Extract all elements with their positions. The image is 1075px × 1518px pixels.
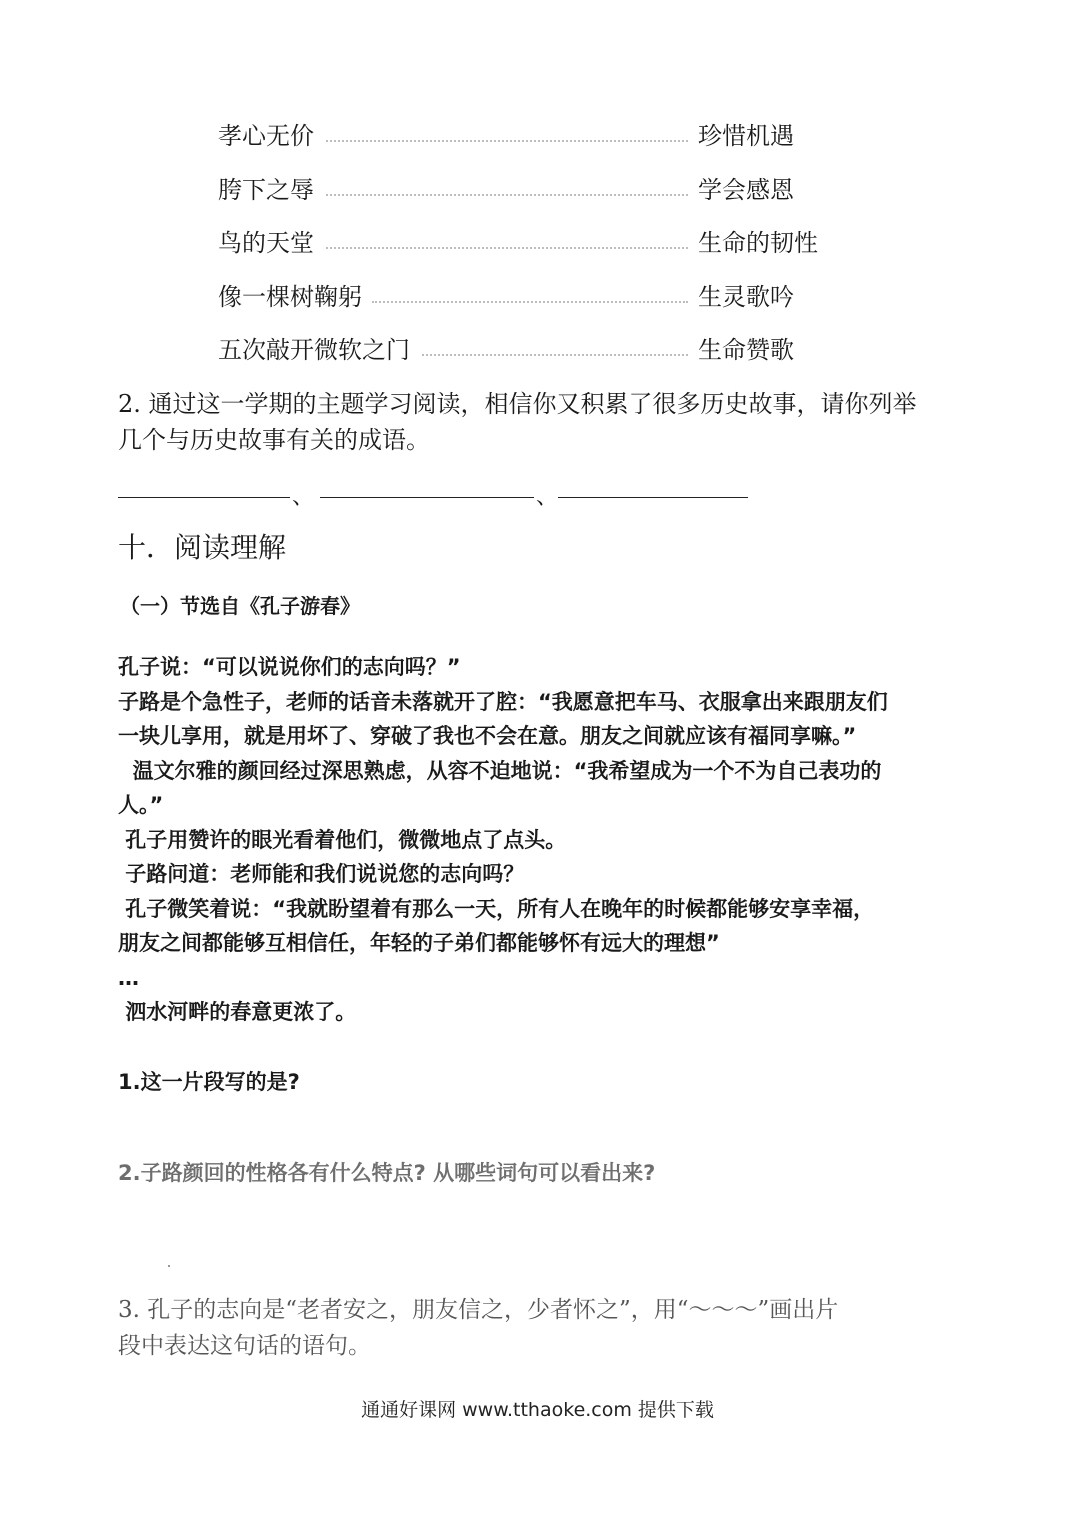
passage-line: …	[118, 965, 139, 990]
question-2-line: 几个与历史故事有关的成语。	[118, 426, 430, 454]
passage-line: 孔子说：“可以说说你们的志向吗？”	[118, 655, 461, 679]
question-2-line: 2. 通过这一学期的主题学习阅读，相信你又积累了很多历史故事，请你列举	[118, 390, 917, 418]
matching-right-item: 珍惜机遇	[698, 122, 794, 150]
answer-blank-2[interactable]	[320, 497, 534, 498]
matching-left-item: 胯下之辱	[218, 175, 314, 204]
dotted-leader	[326, 247, 688, 249]
matching-right-item: 生命的韧性	[698, 229, 818, 257]
matching-row	[218, 166, 838, 220]
passage-line: 泗水河畔的春意更浓了。	[118, 1000, 357, 1024]
reading-question-3	[118, 1292, 968, 1364]
passage-subtitle: （一）节选自《孔子游春》	[120, 594, 360, 618]
blank-separator: 、	[536, 485, 559, 510]
dotted-leader	[372, 301, 688, 303]
matching-list	[218, 112, 838, 380]
matching-right-item: 学会感恩	[698, 175, 794, 204]
matching-right-item: 生灵歌吟	[698, 282, 794, 311]
reading-question-1: 1.这一片段写的是?	[118, 1070, 300, 1094]
reading-passage	[118, 650, 968, 1030]
stray-mark	[168, 1265, 170, 1267]
matching-left-item: 孝心无价	[218, 122, 314, 150]
dotted-leader	[422, 354, 688, 356]
blank-separator: 、	[292, 485, 315, 510]
section-title: 十．阅读理解	[118, 531, 287, 564]
dotted-leader	[326, 194, 688, 196]
answer-blank-3[interactable]	[558, 497, 748, 498]
passage-line: 子路问道：老师能和我们说说您的志向吗？	[118, 862, 525, 886]
matching-right-item: 生命赞歌	[698, 336, 794, 364]
matching-left-item: 鸟的天堂	[218, 229, 314, 257]
question-2	[118, 386, 958, 458]
dotted-leader	[326, 140, 688, 142]
passage-line: 人。”	[118, 793, 164, 817]
matching-row	[218, 273, 838, 327]
passage-line: 一块儿享用，就是用坏了、穿破了我也不会在意。朋友之间就应该有福同享嘛。”	[118, 724, 857, 748]
question-3-line: 段中表达这句话的语句。	[118, 1333, 371, 1359]
passage-line: 温文尔雅的颜回经过深思熟虑，从容不迫地说：“我希望成为一个不为自己表功的	[118, 758, 882, 783]
matching-row	[218, 219, 838, 273]
matching-row	[218, 326, 838, 380]
matching-left-item: 像一棵树鞠躬	[218, 282, 362, 311]
passage-line: 孔子用赞许的眼光看着他们，微微地点了点头。	[118, 827, 567, 852]
answer-blank-1[interactable]	[118, 497, 290, 498]
page-footer: 通通好课网 www.tthaoke.com 提供下载	[361, 1399, 714, 1421]
matching-row	[218, 112, 838, 166]
question-3-line: 3. 孔子的志向是“老者安之，朋友信之，少者怀之”，用“～～～”画出片	[118, 1297, 839, 1323]
passage-line: 子路是个急性子，老师的话音未落就开了腔：“我愿意把车马、衣服拿出来跟朋友们	[118, 689, 888, 714]
reading-question-2: 2.子路颜回的性格各有什么特点? 从哪些词句可以看出来?	[118, 1161, 656, 1185]
answer-blanks	[118, 480, 778, 510]
passage-line: 孔子微笑着说：“我就盼望着有那么一天，所有人在晚年的时候都能够安享幸福，	[118, 896, 875, 921]
matching-left-item: 五次敲开微软之门	[218, 336, 410, 364]
passage-line: 朋友之间都能够互相信任，年轻的子弟们都能够怀有远大的理想”	[118, 931, 720, 955]
